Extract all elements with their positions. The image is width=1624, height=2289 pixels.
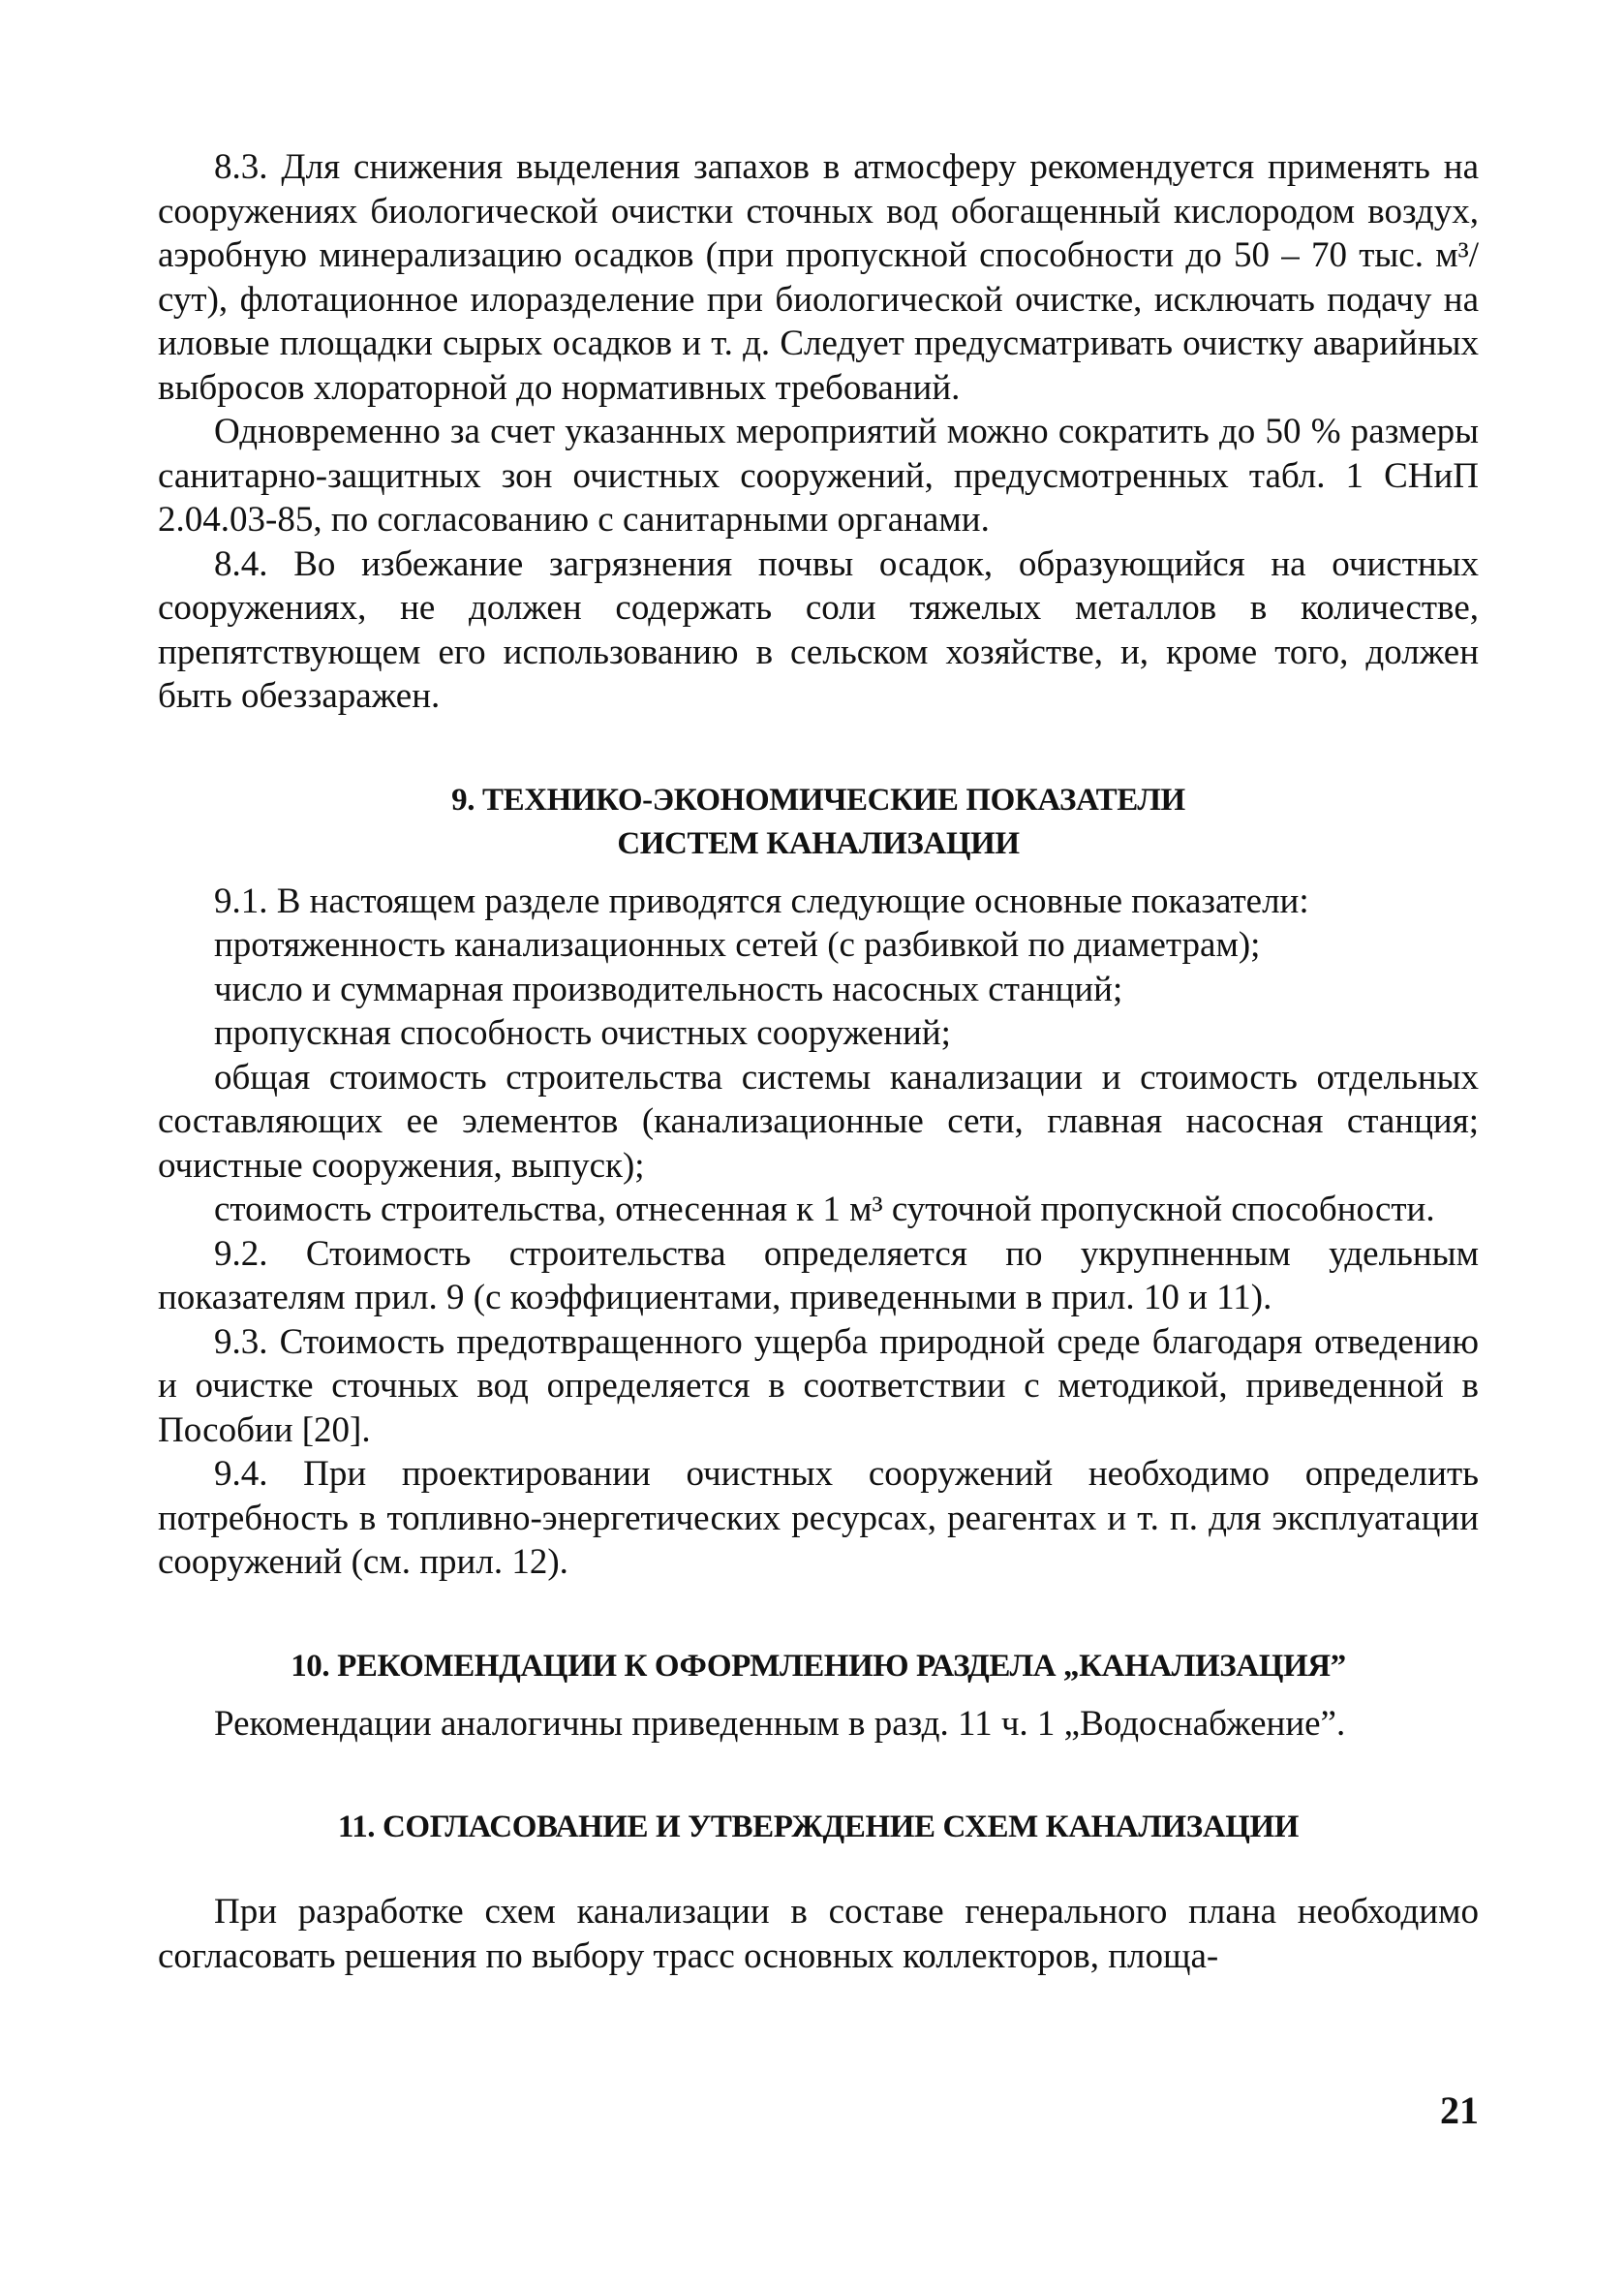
spacer bbox=[158, 1849, 1479, 1890]
paragraph-9-2: 9.2. Стоимость строительства определяется по укрупненным удельным показателям прил. 9 (с коэффициентами, приведенными в прил. 10 и 11). bbox=[158, 1233, 1479, 1317]
paragraph-8-3-continuation: Одновременно за счет указанных мероприятий можно сократить до 50 % размеры санитарно-защитных зон очистных сооружений, предусмотренных табл. 1 СНиП 2.04.03-85, по согласованию с санитарными органами. bbox=[158, 412, 1479, 540]
list-item: число и суммарная производительность насосных станций; bbox=[214, 969, 1123, 1009]
spacer bbox=[158, 1746, 1479, 1806]
list-item: стоимость строительства, отнесенная к 1 м³ суточной пропускной способности. bbox=[214, 1190, 1435, 1229]
paragraph-8-3: 8.3. Для снижения выделения запахов в атмосферу рекомендуется применять на сооружениях биологической очистки сточных вод обогащенный кислородом воздух, аэробную минерализацию осадков (при пропускной способности до 50 – 70 тыс. м³/сут), флотационное илоразделение при биологической очистке, исключать подачу на иловые площадки сырых осадков и т. д. Следует предусматривать очистку аварийных выбросов хлораторной до нормативных требований. bbox=[158, 147, 1479, 408]
spacer bbox=[158, 719, 1479, 779]
paragraph-9-1: 9.1. В настоящем разделе приводятся следующие основные показатели: bbox=[214, 881, 1309, 921]
list-item: пропускная способность очистных сооружений; bbox=[214, 1013, 951, 1053]
spacer bbox=[158, 866, 1479, 880]
paragraph-8-4: 8.4. Во избежание загрязнения почвы осадок, образующийся на очистных сооружениях, не должен содержать соли тяжелых металлов в количестве, препятствующем его использованию в сельском хозяйстве, и, кроме того, должен быть обеззаражен. bbox=[158, 543, 1479, 716]
page-number: 21 bbox=[1440, 2088, 1479, 2132]
section-9-content bbox=[158, 880, 1479, 1232]
section-10-title: 10. РЕКОМЕНДАЦИИ К ОФОРМЛЕНИЮ РАЗДЕЛА „КАНАЛИЗАЦИЯ” bbox=[291, 1648, 1346, 1684]
paragraph-9-4: 9.4. При проектировании очистных сооружений необходимо определить потребность в топливно-энергетических ресурсах, реагентах и т. п. для эксплуатации сооружений (см. прил. 12). bbox=[158, 1454, 1479, 1582]
paragraph-9-3: 9.3. Стоимость предотвращенного ущерба природной среде благодаря отведению и очистке сточных вод определяется в соответствии с методикой, приведенной в Пособии [20]. bbox=[158, 1321, 1479, 1450]
list-item: общая стоимость строительства системы канализации и стоимость отдельных составляющих ее элементов (канализационные сети, главная насосная станция; очистные сооружения, выпуск); bbox=[158, 1057, 1479, 1186]
section-9-title-line2: СИСТЕМ КАНАЛИЗАЦИИ bbox=[617, 825, 1020, 861]
spacer bbox=[158, 1585, 1479, 1645]
section-9-title-line1: 9. ТЕХНИКО-ЭКОНОМИЧЕСКИЕ ПОКАЗАТЕЛИ bbox=[451, 782, 1185, 818]
section-11-title: 11. СОГЛАСОВАНИЕ И УТВЕРЖДЕНИЕ СХЕМ КАНАЛИЗАЦИИ bbox=[337, 1810, 1300, 1844]
section-11-text: При разработке схем канализации в составе генерального плана необходимо согласовать решения по выбору трасс основных коллекторов, площа- bbox=[158, 1892, 1479, 1976]
spacer bbox=[158, 1688, 1479, 1702]
list-item: протяженность канализационных сетей (с разбивкой по диаметрам); bbox=[214, 925, 1261, 965]
section-10-text: Рекомендации аналогичны приведенным в разд. 11 ч. 1 „Водоснабжение”. bbox=[214, 1703, 1346, 1744]
